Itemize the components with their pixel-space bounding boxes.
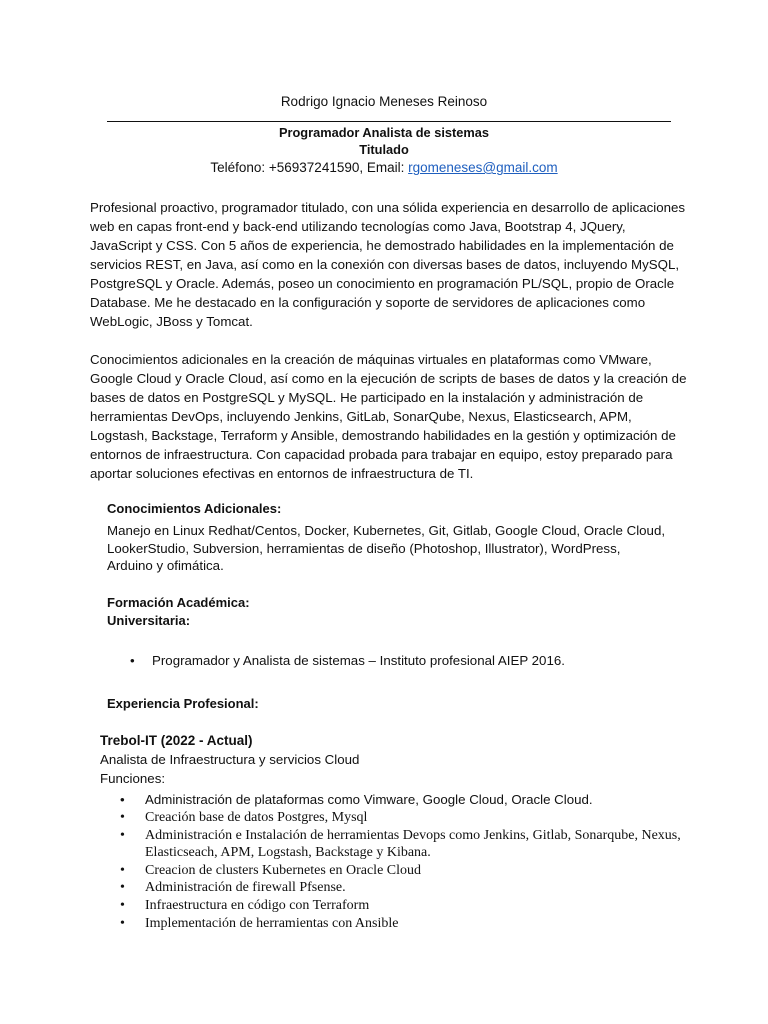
additional-skills-text: Manejo en Linux Redhat/Centos, Docker, Kubernetes, Git, Gitlab, Google Cloud, Oracle Cloud, LookerStudio, Subversion, herramientas de diseño (Photoshop, Illustrator), WordPress, Arduino y ofimática. bbox=[107, 523, 666, 573]
experience-heading: Experiencia Profesional: bbox=[107, 696, 259, 711]
list-item bbox=[120, 809, 700, 827]
bullet-icon: • bbox=[120, 897, 125, 913]
list-item bbox=[120, 915, 700, 933]
education-subheading: Universitaria: bbox=[107, 613, 191, 628]
education-item-text: Programador y Analista de sistemas – Instituto profesional AIEP 2016. bbox=[152, 653, 565, 668]
list-item bbox=[120, 879, 700, 897]
candidate-name: Rodrigo Ignacio Meneses Reinoso bbox=[280, 94, 488, 109]
list-item bbox=[120, 897, 700, 915]
bullet-icon: • bbox=[120, 880, 125, 896]
duty-text: Creacion de clusters Kubernetes en Oracle Cloud bbox=[145, 862, 422, 878]
job-duties-list bbox=[120, 790, 700, 932]
duty-text: Administración de plataformas como Vimware, Google Cloud, Oracle Cloud. bbox=[145, 792, 593, 807]
list-item bbox=[120, 827, 700, 862]
summary-paragraph-1: Profesional proactivo, programador titulado, con una sólida experiencia en desarrollo de aplicaciones web en capas front-end y back-end utilizando tecnologías como Java, Bootstrap 4, JQuery, JavaScript y CSS. Con 5 años de experiencia, he demostrado habilidades en la implementación de servicios REST, en Java, así como en la conexión con diversas bases de datos, incluyendo MySQL, PostgreSQL y Oracle. Además, poseo un conocimiento en programación PL/SQL, propio de Oracle Database. Me he destacado en la configuración y soporte de servidores de aplicaciones como WebLogic, JBoss y Tomcat. bbox=[90, 200, 686, 329]
bullet-icon: • bbox=[120, 792, 125, 807]
candidate-role: Programador Analista de sistemas bbox=[278, 125, 490, 140]
contact-phone-text: Teléfono: +56937241590, Email: bbox=[210, 160, 409, 175]
job-functions-label: Funciones: bbox=[100, 771, 166, 786]
bullet-icon: • bbox=[120, 827, 125, 843]
duty-text: Implementación de herramientas con Ansible bbox=[145, 915, 399, 931]
additional-skills-heading: Conocimientos Adicionales: bbox=[107, 501, 282, 516]
duty-text: Creación base de datos Postgres, Mysql bbox=[145, 810, 368, 825]
duty-text: Administración de firewall Pfsense. bbox=[145, 880, 346, 896]
duty-text: Administración e Instalación de herramientas Devops como Jenkins, Gitlab, Sonarqube, Nexus, Elasticseach, APM, Logstash, Backstage y Kibana. bbox=[145, 827, 681, 861]
bullet-icon: • bbox=[130, 653, 135, 668]
duty-text: Infraestructura en código con Terraform bbox=[145, 897, 370, 913]
header-divider bbox=[107, 121, 671, 122]
bullet-icon: • bbox=[120, 915, 125, 931]
job-company: Trebol-IT (2022 - Actual) bbox=[100, 733, 253, 748]
list-item bbox=[120, 862, 700, 880]
candidate-status: Titulado bbox=[359, 142, 409, 157]
bullet-icon: • bbox=[120, 810, 125, 825]
bullet-icon: • bbox=[120, 862, 125, 878]
list-item bbox=[120, 790, 700, 809]
email-link[interactable]: rgomeneses@gmail.com bbox=[408, 160, 558, 175]
job-position: Analista de Infraestructura y servicios Cloud bbox=[100, 752, 360, 767]
education-heading: Formación Académica: bbox=[107, 595, 250, 610]
summary-paragraph-2: Conocimientos adicionales en la creación de máquinas virtuales en plataformas como VMware, Google Cloud y Oracle Cloud, así como en la ejecución de scripts de bases de datos y la creación de bases de datos en PostgreSQL y MySQL. He participado en la instalación y administración de herramientas DevOps, incluyendo Jenkins, GitLab, SonarQube, Nexus, Elasticsearch, APM, Logstash, Backstage, Terraform y Ansible, demostrando habilidades en la gestión y optimización de entornos de infraestructura. Con capacidad probada para trabajar en equipo, estoy preparado para aportar soluciones efectivas en entornos de infraestructura de TI. bbox=[90, 352, 687, 481]
contact-line bbox=[0, 160, 768, 175]
